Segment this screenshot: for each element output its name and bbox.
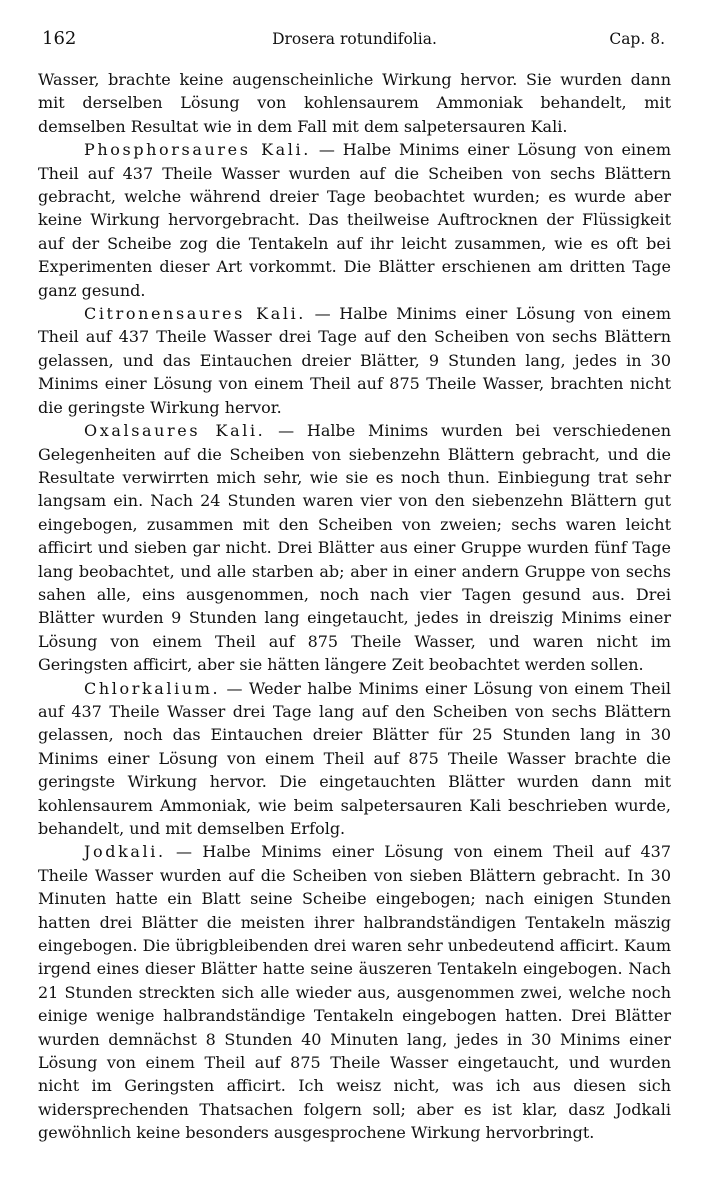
running-title: Drosera rotundifolia. bbox=[272, 30, 437, 48]
paragraph-jodkali bbox=[38, 840, 671, 1144]
paragraph-lead: Oxalsaures Kali. bbox=[84, 421, 266, 441]
paragraph-text: — Weder halbe Minims einer Lösung von einem Theil auf 437 Theile Wasser drei Tage lang auf den Scheiben von sechs Blättern gelassen, noch das Eintauchen dreier Blätter für 25 Stunden lang in 30 Minims einer Lösung von einem Theil auf 875 Theile Wasser brachte die geringste Wirkung hervor. Die eingetauchten Blätter wurden dann mit kohlensaurem Ammoniak, wie beim salpetersauren Kali beschrieben wurde, behandelt, und mit demselben Erfolg. bbox=[38, 678, 671, 838]
page-body bbox=[38, 68, 671, 1145]
page-number: 162 bbox=[42, 28, 77, 49]
paragraph-citronensaures-kali bbox=[38, 302, 671, 419]
paragraph-phosphorsaures-kali bbox=[38, 138, 671, 302]
paragraph-text: Wasser, brachte keine augenscheinliche Wirkung hervor. Sie wurden dann mit derselben Lösung von kohlensaurem Ammoniak behandelt, mit demselben Resultat wie in dem Fall mit dem salpetersauren Kali. bbox=[38, 70, 671, 136]
paragraph-lead: Phosphorsaures Kali. bbox=[84, 140, 311, 160]
paragraph-oxalsaures-kali bbox=[38, 419, 671, 676]
paragraph-text: — Halbe Minims einer Lösung von einem Theil auf 437 Theile Wasser drei Tage auf den Scheiben von sechs Blättern gelassen, und das Eintauchen dreier Blätter, 9 Stunden lang, jedes in 30 Minims einer Lösung von einem Theil auf 875 Theile Wasser, brachten nicht die geringste Wirkung hervor. bbox=[38, 304, 671, 417]
paragraph-chlorkalium bbox=[38, 677, 671, 841]
running-header bbox=[38, 26, 671, 56]
chapter-label: Cap. 8. bbox=[609, 30, 665, 48]
paragraph-lead: Jodkali. bbox=[84, 842, 166, 862]
paragraph-text: — Halbe Minims einer Lösung von einem Theil auf 437 Theile Wasser wurden auf die Scheiben von sechs Blättern gebracht, welche während dreier Tage beobachtet wurden; es wurde aber keine Wirkung hervorgebracht. Das theilweise Auftrocknen der Flüssigkeit auf der Scheibe zog die Tentakeln auf ihr leicht zusammen, wie es oft bei Experimenten dieser Art vorkommt. Die Blätter erschienen am dritten Tage ganz gesund. bbox=[38, 140, 671, 300]
paragraph-continuation bbox=[38, 68, 671, 138]
paragraph-text: — Halbe Minims einer Lösung von einem Theil auf 437 Theile Wasser wurden auf die Scheiben von sieben Blättern gebracht. In 30 Minuten hatte ein Blatt seine Scheibe eingebogen; nach einigen Stunden hatten drei Blätter die meisten ihrer halbrandständigen Tentakeln mäszig eingebogen. Die übrigbleibenden drei waren sehr unbedeutend afficirt. Kaum irgend eines dieser Blätter hatte seine äuszeren Tentakeln eingebogen. Nach 21 Stunden streckten sich alle wieder aus, ausgenommen zwei, welche noch einige wenige halbrandständige Tentakeln eingebogen hatten. Drei Blätter wurden demnächst 8 Stunden 40 Minuten lang, jedes in 30 Minims einer Lösung von einem Theil auf 875 Theile Wasser eingetaucht, und wurden nicht im Geringsten afficirt. Ich weisz nicht, was ich aus diesen sich widersprechenden Thatsachen folgern soll; aber es ist klar, dasz Jodkali gewöhnlich keine besonders ausgesprochene Wirkung hervorbringt. bbox=[38, 842, 671, 1143]
paragraph-lead: Citronensaures Kali. bbox=[84, 304, 306, 324]
paragraph-text: — Halbe Minims wurden bei verschiedenen Gelegenheiten auf die Scheiben von siebenzehn Blättern gebracht, und die Resultate verwirrten mich sehr, wie sie es noch thun. Einbiegung trat sehr langsam ein. Nach 24 Stunden waren vier von den siebenzehn Blättern gut eingebogen, zusammen mit den Scheiben von zweien; sechs waren leicht afficirt und sieben gar nicht. Drei Blätter aus einer Gruppe wurden fünf Tage lang beobachtet, und alle starben ab; aber in einer andern Gruppe von sechs sahen alle, eins ausgenommen, noch nach vier Tagen gesund aus. Drei Blätter wurden 9 Stunden lang eingetaucht, jedes in dreiszig Minims einer Lösung von einem Theil auf 875 Theile Wasser, und waren nicht im Geringsten afficirt, aber sie hätten längere Zeit beobachtet werden sollen. bbox=[38, 421, 672, 675]
paragraph-lead: Chlorkalium. bbox=[84, 678, 221, 698]
